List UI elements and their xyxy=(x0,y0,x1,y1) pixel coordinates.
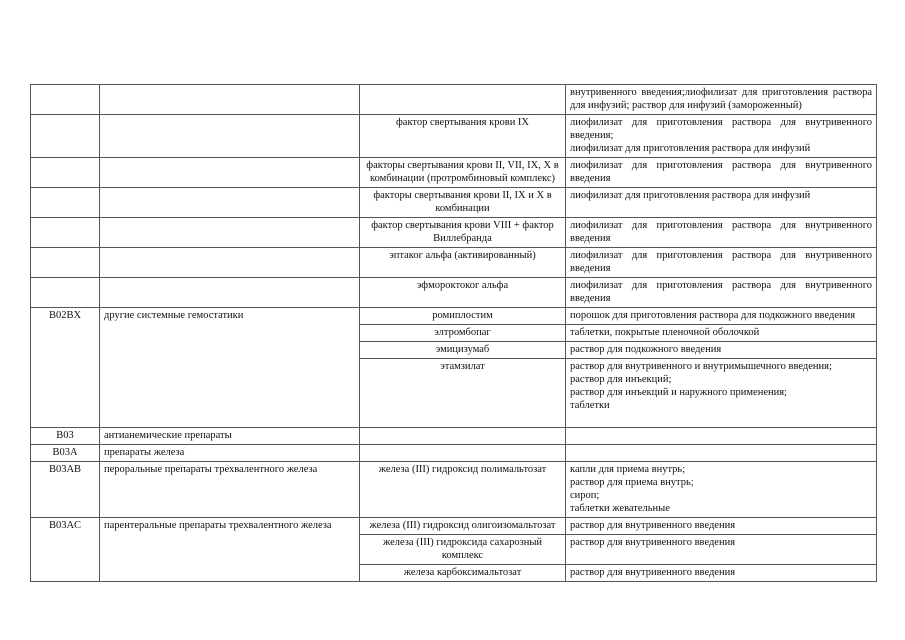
drug-cell xyxy=(360,85,566,115)
atc-code-cell xyxy=(31,188,100,218)
group-cell xyxy=(100,115,360,158)
table-row xyxy=(31,428,877,445)
dosage-form-cell xyxy=(566,445,877,462)
group-cell xyxy=(100,85,360,115)
table-row xyxy=(31,188,877,218)
dosage-form-cell xyxy=(566,85,877,115)
atc-code-cell: B02BX xyxy=(31,308,100,428)
atc-code-cell xyxy=(31,115,100,158)
dosage-form-cell xyxy=(566,535,877,565)
dosage-form-text: раствор для приема внутрь; xyxy=(570,477,694,488)
dosage-form-cell xyxy=(566,518,877,535)
group-cell xyxy=(100,248,360,278)
dosage-form-text: внутривенного введения;лиофилизат для приготовления раствора для инфузий; раствор для инфузий (замороженный) xyxy=(570,87,872,111)
table-row xyxy=(31,248,877,278)
dosage-form-cell xyxy=(566,188,877,218)
table-row xyxy=(31,445,877,462)
drug-cell: этамзилат xyxy=(360,359,566,428)
atc-code-cell: B03AC xyxy=(31,518,100,582)
atc-code-cell xyxy=(31,85,100,115)
atc-code-cell xyxy=(31,218,100,248)
table-row xyxy=(31,85,877,115)
dosage-form-text: лиофилизат для приготовления раствора для инфузий xyxy=(570,190,811,201)
group-cell: пероральные препараты трехвалентного железа xyxy=(100,462,360,518)
dosage-form-cell xyxy=(566,115,877,158)
table-row xyxy=(31,158,877,188)
group-cell xyxy=(100,158,360,188)
dosage-form-text: раствор для подкожного введения xyxy=(570,344,722,355)
dosage-form-cell xyxy=(566,359,877,428)
dosage-form-text: таблетки xyxy=(570,400,610,411)
drug-cell: эмицизумаб xyxy=(360,342,566,359)
dosage-form-cell xyxy=(566,462,877,518)
dosage-form-cell xyxy=(566,158,877,188)
drug-cell xyxy=(360,428,566,445)
dosage-form-text: раствор для инъекций; xyxy=(570,374,672,385)
dosage-form-text: раствор для внутривенного введения xyxy=(570,567,736,578)
dosage-form-cell xyxy=(566,325,877,342)
group-cell xyxy=(100,218,360,248)
dosage-form-cell xyxy=(566,218,877,248)
dosage-form-cell xyxy=(566,342,877,359)
dosage-form-text: сироп; xyxy=(570,490,600,501)
group-cell xyxy=(100,188,360,218)
drug-cell: железа (III) гидроксид полимальтозат xyxy=(360,462,566,518)
dosage-form-text: раствор для внутривенного введения xyxy=(570,537,736,548)
atc-code-cell: B03A xyxy=(31,445,100,462)
drug-cell: эптаког альфа (активированный) xyxy=(360,248,566,278)
dosage-form-text: раствор для инъекций и наружного применения; xyxy=(570,387,787,398)
dosage-form-cell xyxy=(566,565,877,582)
atc-code-cell xyxy=(31,278,100,308)
group-cell: антианемические препараты xyxy=(100,428,360,445)
table-row xyxy=(31,462,877,518)
group-cell: препараты железа xyxy=(100,445,360,462)
drug-cell: факторы свертывания крови II, VII, IX, X в комбинации (протромбиновый комплекс) xyxy=(360,158,566,188)
blank-line xyxy=(570,412,872,425)
drug-cell: ромиплостим xyxy=(360,308,566,325)
table-row xyxy=(31,218,877,248)
dosage-form-text: лиофилизат для приготовления раствора для внутривенного введения xyxy=(570,280,872,304)
medication-table xyxy=(30,84,877,582)
table-row xyxy=(31,278,877,308)
atc-code-cell xyxy=(31,158,100,188)
group-cell: парентеральные препараты трехвалентного железа xyxy=(100,518,360,582)
group-cell xyxy=(100,278,360,308)
dosage-form-text: лиофилизат для приготовления раствора для внутривенного введения; xyxy=(570,117,872,141)
drug-cell: факторы свертывания крови II, IX и X в комбинации xyxy=(360,188,566,218)
atc-code-cell: B03 xyxy=(31,428,100,445)
dosage-form-text: лиофилизат для приготовления раствора для внутривенного введения xyxy=(570,250,872,274)
drug-cell xyxy=(360,445,566,462)
dosage-form-cell xyxy=(566,308,877,325)
drug-cell: фактор свертывания крови IX xyxy=(360,115,566,158)
drug-cell: железа (III) гидроксида сахарозный комплекс xyxy=(360,535,566,565)
table-row xyxy=(31,115,877,158)
dosage-form-text: лиофилизат для приготовления раствора для внутривенного введения xyxy=(570,160,872,184)
drug-cell: железа (III) гидроксид олигоизомальтозат xyxy=(360,518,566,535)
dosage-form-text: таблетки жевательные xyxy=(570,503,670,514)
group-cell: другие системные гемостатики xyxy=(100,308,360,428)
atc-code-cell: B03AB xyxy=(31,462,100,518)
dosage-form-text: лиофилизат для приготовления раствора для внутривенного введения xyxy=(570,220,872,244)
drug-cell: железа карбоксимальтозат xyxy=(360,565,566,582)
drug-cell: фактор свертывания крови VIII + фактор Виллебранда xyxy=(360,218,566,248)
table-row xyxy=(31,308,877,325)
dosage-form-cell xyxy=(566,248,877,278)
dosage-form-cell xyxy=(566,278,877,308)
dosage-form-text: порошок для приготовления раствора для подкожного введения xyxy=(570,310,856,321)
atc-code-cell xyxy=(31,248,100,278)
drug-cell: эфмороктоког альфа xyxy=(360,278,566,308)
dosage-form-text: лиофилизат для приготовления раствора для инфузий xyxy=(570,143,811,154)
dosage-form-text: капли для приема внутрь; xyxy=(570,464,686,475)
table-row xyxy=(31,518,877,535)
dosage-form-cell xyxy=(566,428,877,445)
dosage-form-text: таблетки, покрытые пленочной оболочкой xyxy=(570,327,760,338)
dosage-form-text: раствор для внутривенного введения xyxy=(570,520,736,531)
dosage-form-text: раствор для внутривенного и внутримышечного введения; xyxy=(570,361,832,372)
drug-cell: элтромбопаг xyxy=(360,325,566,342)
